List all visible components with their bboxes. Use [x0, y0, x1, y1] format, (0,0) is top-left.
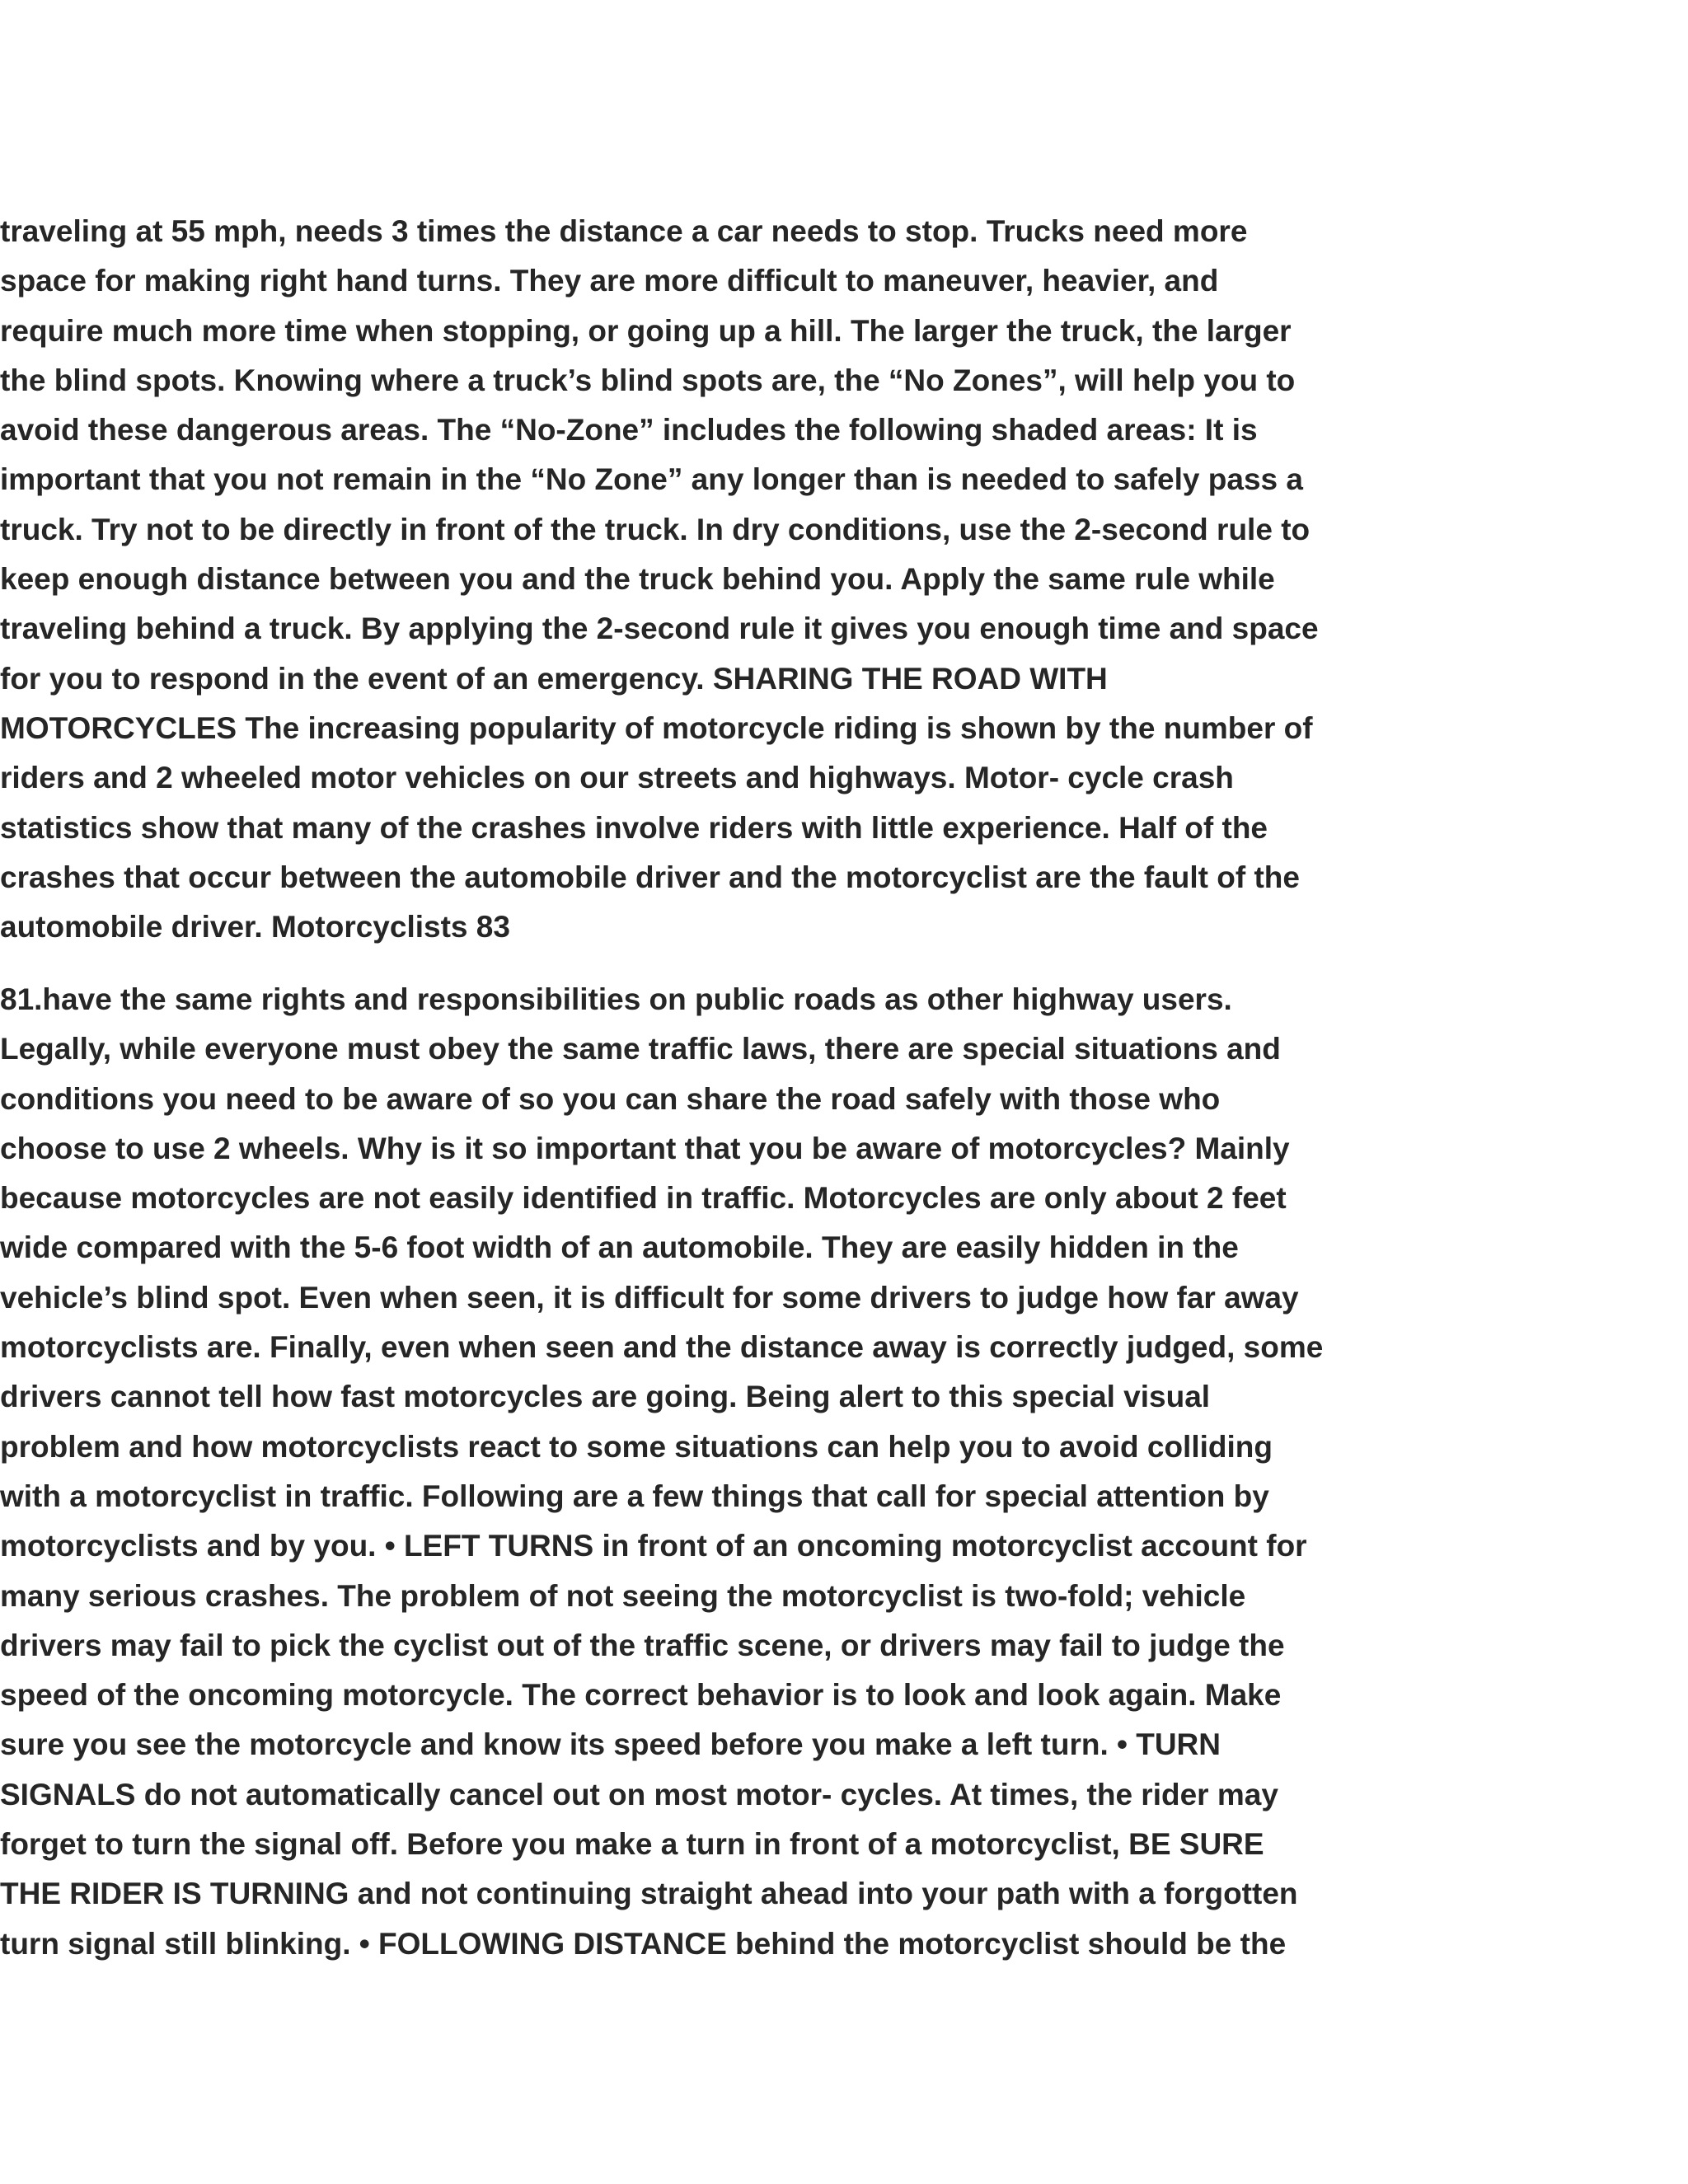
text-line: traveling at 55 mph, needs 3 times the distance a car needs to stop. Trucks need more — [0, 214, 1248, 248]
text-line: require much more time when stopping, or going up a hill. The larger the truck, the larger — [0, 313, 1292, 348]
text-line: crashes that occur between the automobile driver and the motorcyclist are the fault of the — [0, 860, 1300, 894]
text-line: automobile driver. Motorcyclists 83 — [0, 910, 510, 944]
text-line: traveling behind a truck. By applying the 2-second rule it gives you enough time and space — [0, 612, 1319, 646]
text-line: conditions you need to be aware of so you can share the road safely with those who — [0, 1081, 1221, 1116]
text-line: forget to turn the signal off. Before you make a turn in front of a motorcyclist, BE SURE — [0, 1827, 1264, 1862]
text-line: space for making right hand turns. They are more difficult to maneuver, heavier, and — [0, 264, 1219, 298]
paragraph-trucks-and-motorcycles — [0, 207, 1467, 952]
text-line: THE RIDER IS TURNING and not continuing straight ahead into your path with a forgotten — [0, 1877, 1298, 1911]
text-line: avoid these dangerous areas. The “No-Zone” includes the following shaded areas: It is — [0, 413, 1258, 448]
text-line: drivers cannot tell how fast motorcycles are going. Being alert to this special visual — [0, 1380, 1211, 1414]
text-line: riders and 2 wheeled motor vehicles on our streets and highways. Motor- cycle crash — [0, 761, 1234, 795]
text-line: wide compared with the 5-6 foot width of an automobile. They are easily hidden in the — [0, 1230, 1239, 1265]
text-line: turn signal still blinking. • FOLLOWING DISTANCE behind the motorcyclist should be the — [0, 1926, 1287, 1961]
text-line: statistics show that many of the crashes involve riders with little experience. Half of the — [0, 810, 1268, 845]
text-line: the blind spots. Knowing where a truck’s blind spots are, the “No Zones”, will help you to — [0, 363, 1296, 397]
text-line: Legally, while everyone must obey the same traffic laws, there are special situations and — [0, 1032, 1281, 1066]
text-line: sure you see the motorcycle and know its speed before you make a left turn. • TURN — [0, 1727, 1221, 1762]
text-line: MOTORCYCLES The increasing popularity of motorcycle riding is shown by the number of — [0, 710, 1313, 745]
text-line: problem and how motorcyclists react to some situations can help you to avoid colliding — [0, 1429, 1273, 1464]
text-line: important that you not remain in the “No Zone” any longer than is needed to safely pass a — [0, 462, 1303, 497]
text-line: motorcyclists are. Finally, even when seen and the distance away is correctly judged, some — [0, 1330, 1324, 1365]
text-line: many serious crashes. The problem of not seeing the motorcyclist is two-fold; vehicle — [0, 1578, 1246, 1613]
text-line: choose to use 2 wheels. Why is it so important that you be aware of motorcycles? Mainly — [0, 1131, 1290, 1165]
text-line: because motorcycles are not easily identified in traffic. Motorcycles are only about 2 feet — [0, 1181, 1287, 1216]
text-line: truck. Try not to be directly in front of the truck. In dry conditions, use the 2-second rule to — [0, 512, 1311, 546]
text-line: keep enough distance between you and the truck behind you. Apply the same rule while — [0, 562, 1275, 597]
text-line: speed of the oncoming motorcycle. The correct behavior is to look and look again. Make — [0, 1678, 1282, 1713]
text-line: for you to respond in the event of an emergency. SHARING THE ROAD WITH — [0, 661, 1108, 696]
paragraph-motorcyclist-rights — [0, 975, 1467, 1969]
text-line: SIGNALS do not automatically cancel out on most motor- cycles. At times, the rider may — [0, 1777, 1278, 1811]
text-line: with a motorcyclist in traffic. Following are a few things that call for special attention by — [0, 1479, 1269, 1513]
text-line: drivers may fail to pick the cyclist out of the traffic scene, or drivers may fail to judge the — [0, 1628, 1285, 1662]
text-line: 81.have the same rights and responsibilities on public roads as other highway users. — [0, 982, 1232, 1016]
text-line: motorcyclists and by you. • LEFT TURNS in front of an oncoming motorcyclist account for — [0, 1529, 1307, 1563]
text-line: vehicle’s blind spot. Even when seen, it is difficult for some drivers to judge how far away — [0, 1280, 1299, 1315]
